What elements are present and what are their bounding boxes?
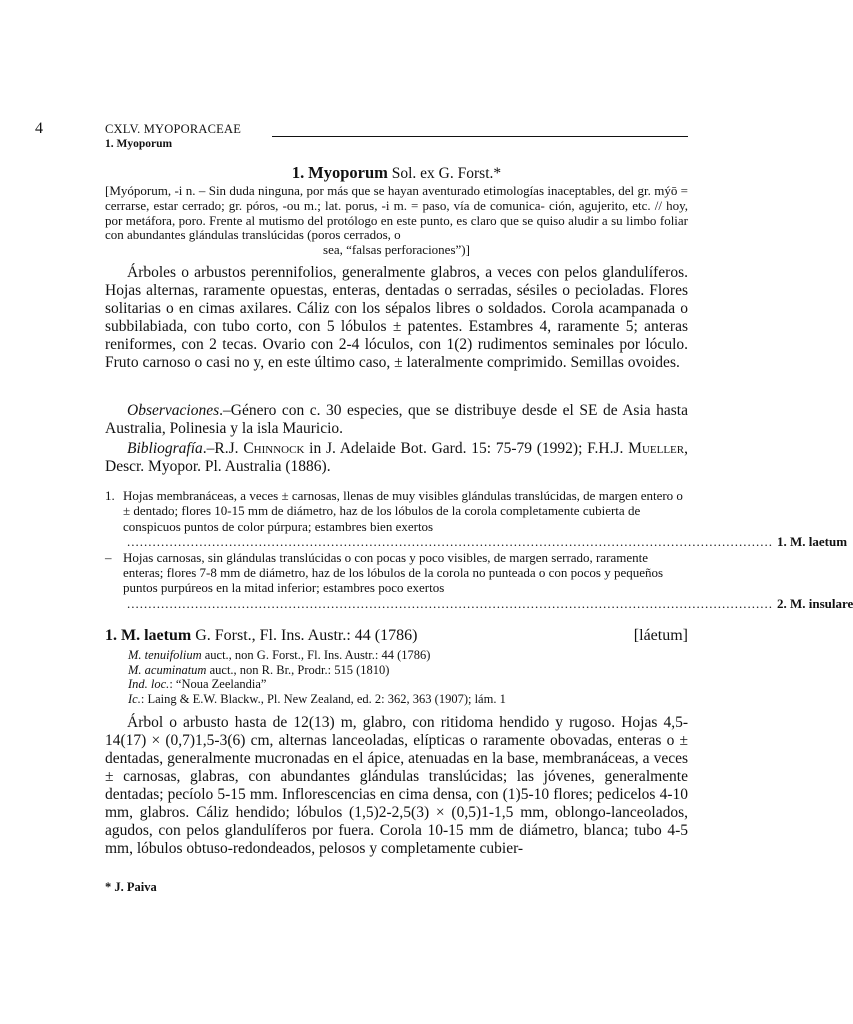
etymology-line: [Myóporum, -i n. – Sin duda ninguna, por más que se hayan aventurado etimologías inaceptables, — [105, 183, 615, 198]
genus-name: Myoporum — [308, 163, 388, 182]
etymology-last-line: sea, “falsas perforaciones”)] — [323, 242, 470, 258]
observations-paragraph — [105, 402, 688, 438]
synonym-entry — [128, 663, 688, 678]
type-locality-label: Ind. loc. — [128, 677, 170, 691]
running-header-family: CXLV. MYOPORACEAE — [105, 122, 242, 136]
bibliography-author: Mueller — [628, 440, 685, 457]
key-lead-mark: – — [105, 549, 112, 565]
page-number: 4 — [35, 120, 43, 137]
synonym-ref: auct., non G. Forst., Fl. Ins. Austr.: 44 (1786) — [201, 648, 431, 662]
leader-dots: ........................................................................................................................................................ — [127, 595, 773, 611]
observations-text: .–Género con c. 30 especies, que se distribuye desde el SE de Asia hasta Australia, Polinesia y la isla Mauricio. — [105, 402, 688, 437]
iconography — [128, 692, 688, 707]
synonym-list — [128, 648, 688, 706]
bibliography-text: in J. Adelaide Bot. Gard. 15: 75-79 (1992); F.H.J. — [304, 440, 629, 457]
identification-key — [105, 488, 853, 611]
key-lead-text: Hojas membranáceas, a veces ± carnosas, llenas de muy visibles glándulas translúcidas, de margen entero o ± dentado; flores 10-15 mm de diámetro, haz de los lóbulos de la corola completamente cubierta de conspicuos puntos de color púrpura; estambres bien exertos — [123, 488, 683, 534]
type-locality — [128, 677, 688, 692]
type-locality-text: : “Noua Zeelandia” — [169, 677, 267, 691]
species-number: 1. — [105, 627, 117, 644]
iconography-text: : Laing & E.W. Blackw., Pl. New Zealand, ed. 2: 362, 363 (1907); lám. 1 — [140, 691, 506, 706]
species-citation: G. Forst., Fl. Ins. Austr.: 44 (1786) — [195, 627, 418, 644]
key-lead-text: Hojas carnosas, sin glándulas translúcidas o con pocas y poco visibles, de margen serrado, raramente enteras; flores 7-8 mm de diámetro, haz de los lóbulos de la corola no punteada o con pocos y pequeños puntos purpúreos en la mitad inferior; estambres poco exertos — [123, 549, 664, 596]
genus-heading — [105, 163, 688, 183]
bibliography-text: .–R.J. — [202, 440, 244, 457]
footnote-author: * J. Paiva — [105, 880, 157, 894]
synonym-name: M. acuminatum — [128, 662, 207, 677]
iconography-label: Ic. — [128, 691, 141, 706]
etymology-line: claro que se quiso aludir a su limbo foliar con abundantes glándulas translúcidas (poros cerrados, o — [105, 212, 689, 243]
bibliography-paragraph — [105, 440, 688, 476]
species-name: M. laetum — [121, 627, 192, 644]
synonym-entry — [128, 648, 688, 663]
key-couplet — [105, 488, 848, 550]
header-rule — [272, 136, 688, 137]
species-description: Árbol o arbusto hasta de 12(13) m, glabro, con ritidoma hendido y rugoso. Hojas 4,5-14(17) × (0,7)1,5-3(6) cm, alternas lanceoladas, elípticas o raramente obovadas, enteras o ± dentadas, generalmente mucronadas en el ápice, atenuadas en la base, membranáceas, a veces ± carnosas, glabras, con abundantes glándulas translúcidas; las jóvenes, generalmente dentadas; pecíolo 5-15 mm. Inflorescencias en cima densa, con (1)5-10 flores; pedicelos 4-10 mm, glabros. Cáliz hendido; lóbulos (1,5)2-2,5(3) × (0,5)1-1,5 mm, oblongo-lanceolados, agudos, con pelos glandulíferos por fuera. Corola 10-15 mm de diámetro, blanca; tubo 4-5 mm, lóbulos obtuso-redondeados, pelosos y completamente cubier- — [105, 714, 688, 857]
running-header-genus: 1. Myoporum — [105, 138, 173, 150]
species-pronunciation: [láetum] — [633, 627, 688, 644]
genus-author: Sol. ex G. Forst.* — [391, 165, 502, 182]
leader-dots: ........................................................................................................................................................ — [127, 534, 773, 550]
etymology-note — [105, 184, 688, 258]
key-lead-mark: 1. — [105, 488, 115, 503]
species-heading — [105, 627, 688, 645]
key-couplet — [105, 549, 853, 612]
key-result: 1. M. laetum — [777, 534, 848, 550]
synonym-name: M. tenuifolium — [128, 648, 202, 662]
genus-number: 1. — [291, 163, 305, 182]
observations-label: Observaciones — [127, 402, 220, 419]
genus-description: Árboles o arbustos perennifolios, generalmente glabros, a veces con pelos glandulíferos. Hojas alternas, raramente opuestas, enteras, dentadas o serradas, sésiles o pecioladas. Flores solitarias o en cimas axilares. Cáliz con los sépalos libres o soldados. Corola acampanada o subbilabiada, con tubo corto, con 5 lóbulos ± patentes. Estambres 4, raramente 5; anteras reniformes, con 2 tecas. Ovario con 2-4 lóculos, con 1(2) rudimentos seminales por lóculo. Fruto carnoso o casi no y, en este último caso, ± lateralmente comprimido. Semillas ovoides. — [105, 264, 688, 371]
etymology-line: del gr. mýō = cerrarse, estar cerrado; gr. póros, -ou m.; lat. porus, -i m. = paso, vía de comunica- — [105, 183, 689, 213]
etymology-line: ción, agujerito, etc. // hoy, por metáfora, poro. Frente al mutismo del protólogo en este punto, es — [105, 197, 688, 228]
bibliography-text: , Descr. Myopor. Pl. Australia (1886). — [105, 440, 688, 475]
bibliography-author: Chinnock — [243, 440, 305, 457]
synonym-ref: auct., non R. Br., Prodr.: 515 (1810) — [206, 662, 390, 677]
bibliography-label: Bibliografía — [127, 440, 203, 457]
key-result: 2. M. insulare — [777, 595, 853, 611]
